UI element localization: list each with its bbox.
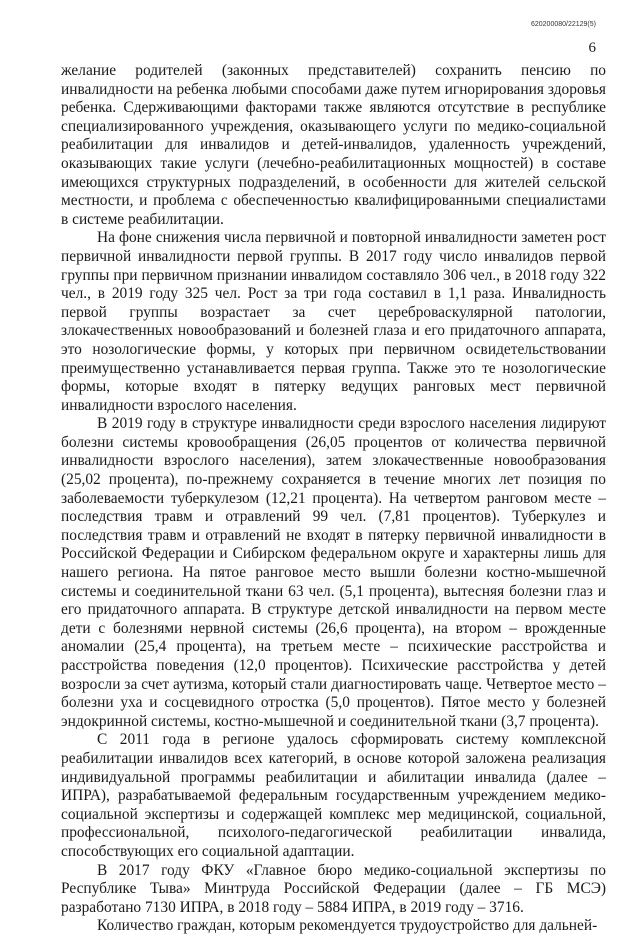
paragraph-rehabilitation-system: С 2011 года в регионе удалось сформировать систему комплексной реабилитации инвалидов всех категорий, в основе которой заложена реализация индивидуальной программы реабилитации и абилитации инвалида (далее – ИПРА), разрабатываемой федеральным государственным учреждением медико-социальной экспертизы и содержащей комплекс мер медицинской, социальной, профессиональной, психолого-педагогической реабилитации инвалида, способствующих его социальной адаптации. [61,731,606,860]
page-number: 6 [588,40,596,56]
document-id: 620200080/22129(5) [530,21,596,28]
paragraph-disability-structure: В 2019 году в структуре инвалидности среди взрослого населения лидируют болезни системы кровообращения (26,05 процентов от количества первичной инвалидности взрослого населения), затем злокачественные новообразования (25,02 процента), по-прежнему сохраняется в течение многих лет позиция по заболеваемости туберкулезом (12,21 процента). На четвертом ранговом месте – последствия травм и отравлений 99 чел. (7,81 процентов). Туберкулез и последствия травм и отравлений не входят в пятерку первичной инвалидности в Российской Федерации и Сибирском федеральном округе и характерны лишь для нашего региона. На пятое ранговое место вышли болезни костно-мышечной системы и соединительной ткани 63 чел. (5,1 процента), вытесняя болезни глаз и его придаточного аппарата. В структуре детской инвалидности на первом месте дети с болезнями нервной системы (26,6 процента), на втором – врожденные аномалии (25,4 процента), на третьем месте – психические расстройства и расстройства поведения (12,0 процентов). Психические расстройства у детей возросли за счет аутизма, который стали диагностировать чаще. Четвертое место – болезни уха и сосцевидного отростка (5,0 процентов). Пятое место у болезней эндокринной системы, костно-мышечной и соединительной ткани (3,7 процента). [61,415,606,730]
paragraph-employment: Количество граждан, которым рекомендуется трудоустройство для дальней- [97,917,598,935]
paragraph-ipra-count: В 2017 году ФКУ «Главное бюро медико-социальной экспертизы по Республике Тыва» Минтруда Российской Федерации (далее – ГБ МСЭ) разработано 7130 ИПРА, в 2018 году – 5884 ИПРА, в 2019 году – 3716. [61,861,606,916]
document-body [61,62,606,936]
paragraph-disability-growth: На фоне снижения числа первичной и повторной инвалидности заметен рост первичной инвалидности первой группы. В 2017 году число инвалидов первой группы при первичном признании инвалидом составляло 306 чел., в 2018 году 322 чел., в 2019 году 325 чел. Рост за три года составил в 1,1 раза. Инвалидность первой группы возрастает за счет цереброваскулярной патологии, злокачественных новообразований и болезней глаза и его придаточного аппарата, это нозологические формы, у которых при первичном освидетельствовании преимущественно устанавливается первая группа. Также это те нозологические формы, которые входят в пятерку ведущих ранговых мест первичной инвалидности взрослого населения. [61,229,606,414]
paragraph-continuation: желание родителей (законных представителей) сохранить пенсию по инвалидности на ребенка любыми способами даже путем игнорирования здоровья ребенка. Сдерживающими факторами также являются отсутствие в республике специализированного учреждения, оказывающего услуги по медико-социальной реабилитации для инвалидов и детей-инвалидов, удаленность учреждений, оказывающих такие услуги (лечебно-реабилитационных мощностей) в составе имеющихся структурных подразделений, в особенности для жителей сельской местности, и проблема с обеспеченностью квалифицированными специалистами в системе реабилитации. [61,62,606,228]
